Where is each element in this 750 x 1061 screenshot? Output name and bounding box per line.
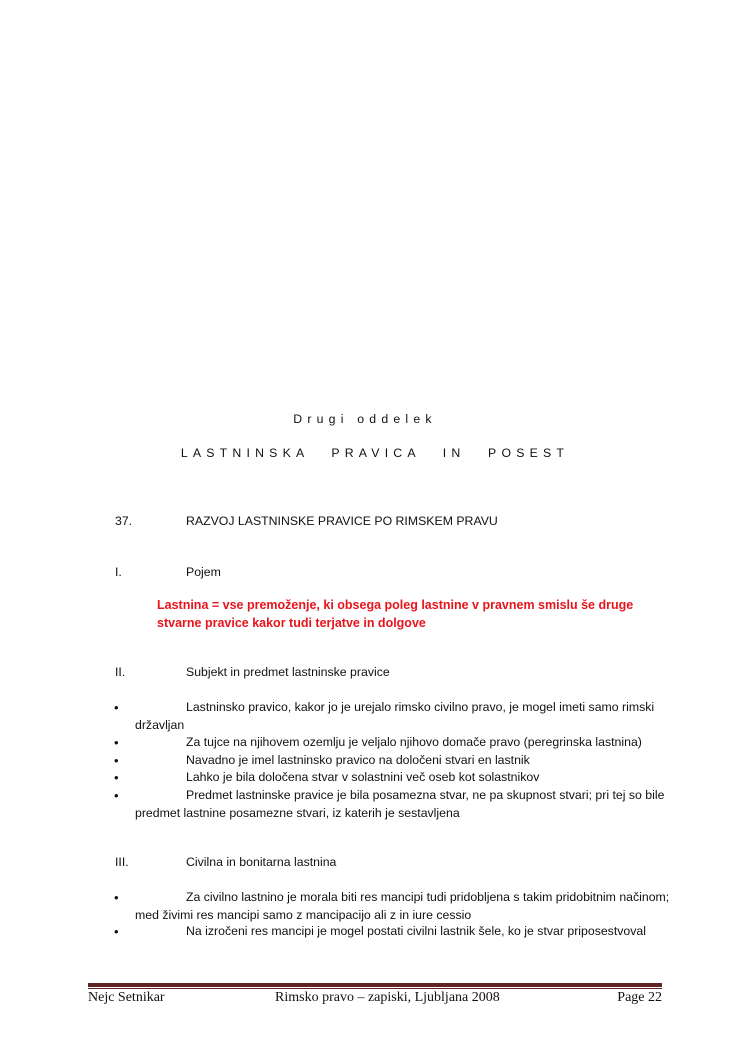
bullet-icon: • [114,924,119,939]
bullet-icon: • [114,735,119,750]
footer-rule-thin [88,988,662,989]
section-title: LASTNINSKA PRAVICA IN POSEST [180,446,570,460]
subsection-number: III. [115,855,129,869]
bullet-icon: • [114,890,119,905]
footer-center: Rimsko pravo – zapiski, Ljubljana 2008 [275,990,500,1005]
subsection-title: Civilna in bonitarna lastnina [186,855,337,869]
footer-author: Nejc Setnikar [88,990,165,1005]
footer-rule [88,983,662,987]
chapter-number: 37. [115,514,133,528]
section-part: Drugi oddelek [293,412,437,426]
subsection-title: Pojem [186,565,221,579]
subsection-title: Subjekt in predmet lastninske pravice [186,665,390,679]
footer-page: Page 22 [617,990,662,1005]
list-item: • Lahko je bila določena stvar v solastnini več oseb kot solastnikov [114,770,540,785]
list-item: • Za civilno lastnino je morala biti res mancipi tudi pridobljena s takim pridobitnim načinom; med živimi res mancipi samo z mancipacijo ali z in iure cessio [114,890,670,922]
list-item: • Lastninsko pravico, kakor jo je urejalo rimsko civilno pravo, je mogel imeti samo rimski državljan [114,700,655,732]
definition-text: Lastnina = vse premoženje, ki obsega poleg lastnine v pravnem smislu še druge stvarne pravice kakor tudi terjatve in dolgove [157,598,634,630]
list-item: • Za tujce na njihovem ozemlju je veljalo njihovo domače pravo (peregrinska lastnina) [114,735,642,750]
bullet-icon: • [114,700,119,715]
list-item: • Na izročeni res mancipi je mogel postati civilni lastnik šele, ko je stvar priposestvoval [114,924,646,939]
subsection-number: I. [115,565,122,579]
bullet-icon: • [114,753,119,768]
subsection-number: II. [115,665,126,679]
list-item: • Navadno je imel lastninsko pravico na določeni stvari en lastnik [114,753,530,768]
bullet-icon: • [114,770,119,785]
bullet-icon: • [114,788,119,803]
list-item: • Predmet lastninske pravice je bila posamezna stvar, ne pa skupnost stvari; pri tej so bile predmet lastnine posamezne stvari, iz katerih je sestavljena [114,788,665,820]
chapter-title: RAZVOJ LASTNINSKE PRAVICE PO RIMSKEM PRAVU [186,514,498,528]
